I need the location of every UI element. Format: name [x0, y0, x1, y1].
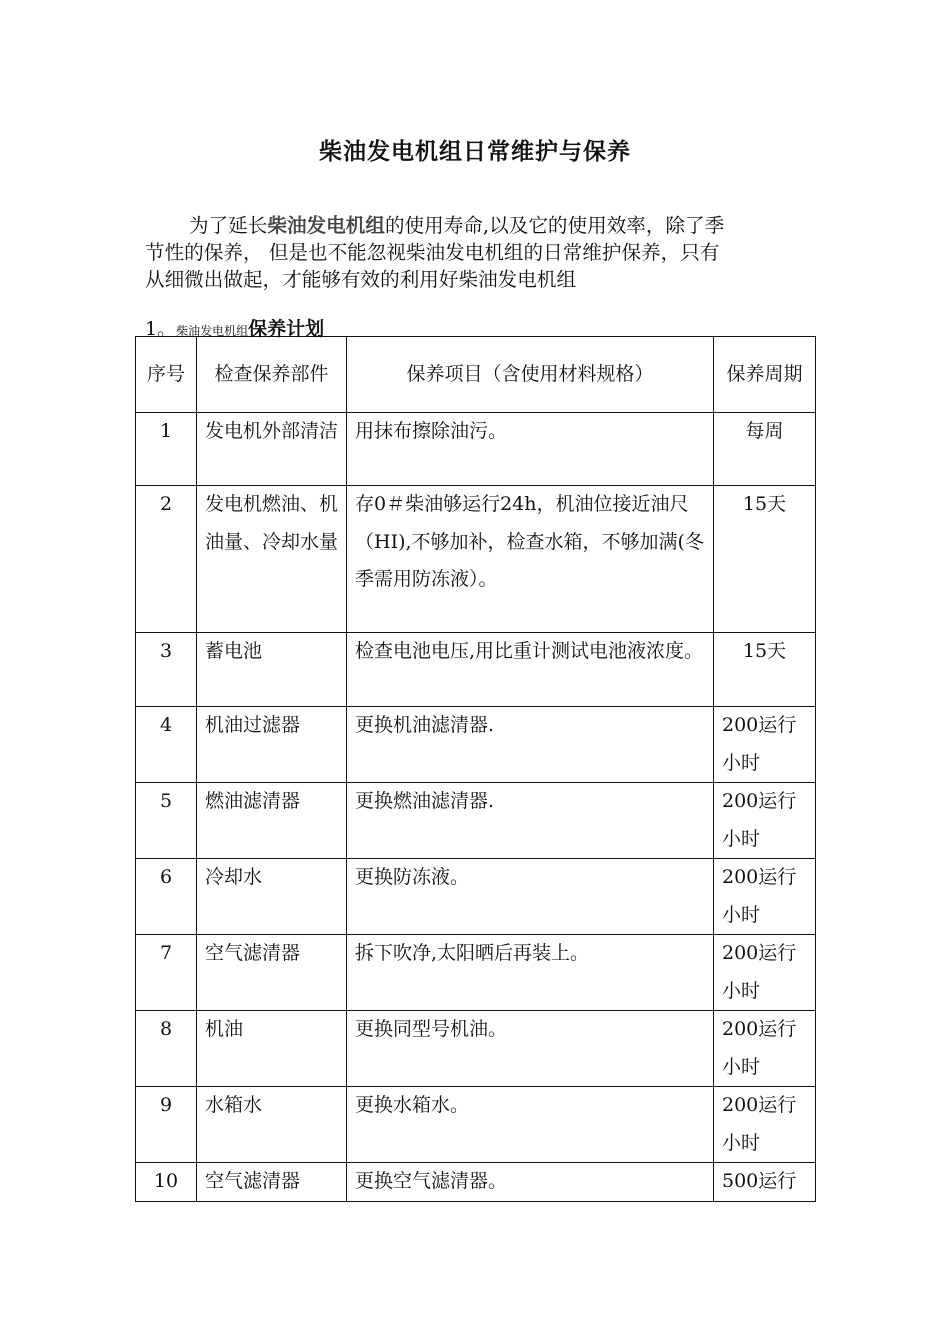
cell-no: 7 — [136, 935, 197, 1011]
table-row — [136, 1011, 816, 1087]
cell-cycle: 200运行小时 — [714, 1087, 816, 1163]
cell-item: 更换水箱水。 — [347, 1087, 714, 1163]
section-label: 保养计划 — [248, 318, 325, 340]
cell-item: 存0＃柴油够运行24h，机油位接近油尺（HI),不够加补，检查水箱，不够加满(冬季需用防冻液）。 — [347, 486, 714, 633]
section-small-label: 柴油发电机组 — [176, 324, 249, 338]
cell-part: 发电机燃油、机油量、冷却水量 — [197, 486, 347, 633]
cell-cycle: 200运行小时 — [714, 783, 816, 859]
cell-part: 冷却水 — [197, 859, 347, 935]
cell-cycle: 15天 — [714, 486, 816, 633]
intro-line-1 — [145, 212, 810, 239]
intro-line-3: 从细微出做起，才能够有效的利用好柴油发电机组 — [145, 268, 577, 291]
table-row — [136, 707, 816, 783]
cell-item: 更换机油滤清器. — [347, 707, 714, 783]
header-item: 保养项目（含使用材料规格） — [347, 337, 714, 413]
cell-no: 8 — [136, 1011, 197, 1087]
cell-part: 机油过滤器 — [197, 707, 347, 783]
cell-part: 燃油滤清器 — [197, 783, 347, 859]
cell-part: 机油 — [197, 1011, 347, 1087]
cell-part: 空气滤清器 — [197, 1163, 347, 1202]
table-row — [136, 486, 816, 633]
cell-cycle: 200运行小时 — [714, 1011, 816, 1087]
cell-no: 4 — [136, 707, 197, 783]
cell-cycle: 200运行小时 — [714, 935, 816, 1011]
cell-item: 更换燃油滤清器. — [347, 783, 714, 859]
page-title: 柴油发电机组日常维护与保养 — [319, 139, 631, 165]
cell-item: 更换防冻液。 — [347, 859, 714, 935]
cell-cycle: 200运行小时 — [714, 859, 816, 935]
cell-item: 更换同型号机油。 — [347, 1011, 714, 1087]
cell-no: 3 — [136, 633, 197, 707]
intro-text: 为了延长 — [189, 214, 268, 237]
cell-item: 拆下吹净,太阳晒后再装上。 — [347, 935, 714, 1011]
section-number: 1。 — [145, 318, 177, 340]
table-row — [136, 1087, 816, 1163]
cell-no: 9 — [136, 1087, 197, 1163]
cell-cycle: 500运行 — [714, 1163, 816, 1202]
cell-no: 5 — [136, 783, 197, 859]
intro-paragraph — [145, 212, 810, 293]
cell-item: 用抹布擦除油污。 — [347, 413, 714, 486]
cell-part: 蓄电池 — [197, 633, 347, 707]
cell-cycle: 15天 — [714, 633, 816, 707]
table-row — [136, 633, 816, 707]
cell-no: 1 — [136, 413, 197, 486]
cell-item: 检查电池电压,用比重计测试电池液浓度。 — [347, 633, 714, 707]
maintenance-plan-table — [135, 336, 816, 1202]
cell-cycle: 200运行小时 — [714, 707, 816, 783]
cell-part: 空气滤清器 — [197, 935, 347, 1011]
header-part: 检查保养部件 — [197, 337, 347, 413]
table-row — [136, 935, 816, 1011]
cell-no: 10 — [136, 1163, 197, 1202]
cell-no: 2 — [136, 486, 197, 633]
cell-part: 水箱水 — [197, 1087, 347, 1163]
table-row — [136, 1163, 816, 1202]
table-header-row — [136, 337, 816, 413]
cell-no: 6 — [136, 859, 197, 935]
header-no: 序号 — [136, 337, 197, 413]
table-row — [136, 783, 816, 859]
header-cycle: 保养周期 — [714, 337, 816, 413]
intro-line-2: 节性的保养， 但是也不能忽视柴油发电机组的日常维护保养，只有 — [145, 241, 720, 264]
intro-text: 的使用寿命,以及它的使用效率，除了季 — [384, 214, 725, 237]
cell-part: 发电机外部清洁 — [197, 413, 347, 486]
intro-highlight: 柴油发电机组 — [267, 214, 385, 237]
cell-cycle: 每周 — [714, 413, 816, 486]
table-row — [136, 859, 816, 935]
table-row — [136, 413, 816, 486]
cell-item: 更换空气滤清器。 — [347, 1163, 714, 1202]
